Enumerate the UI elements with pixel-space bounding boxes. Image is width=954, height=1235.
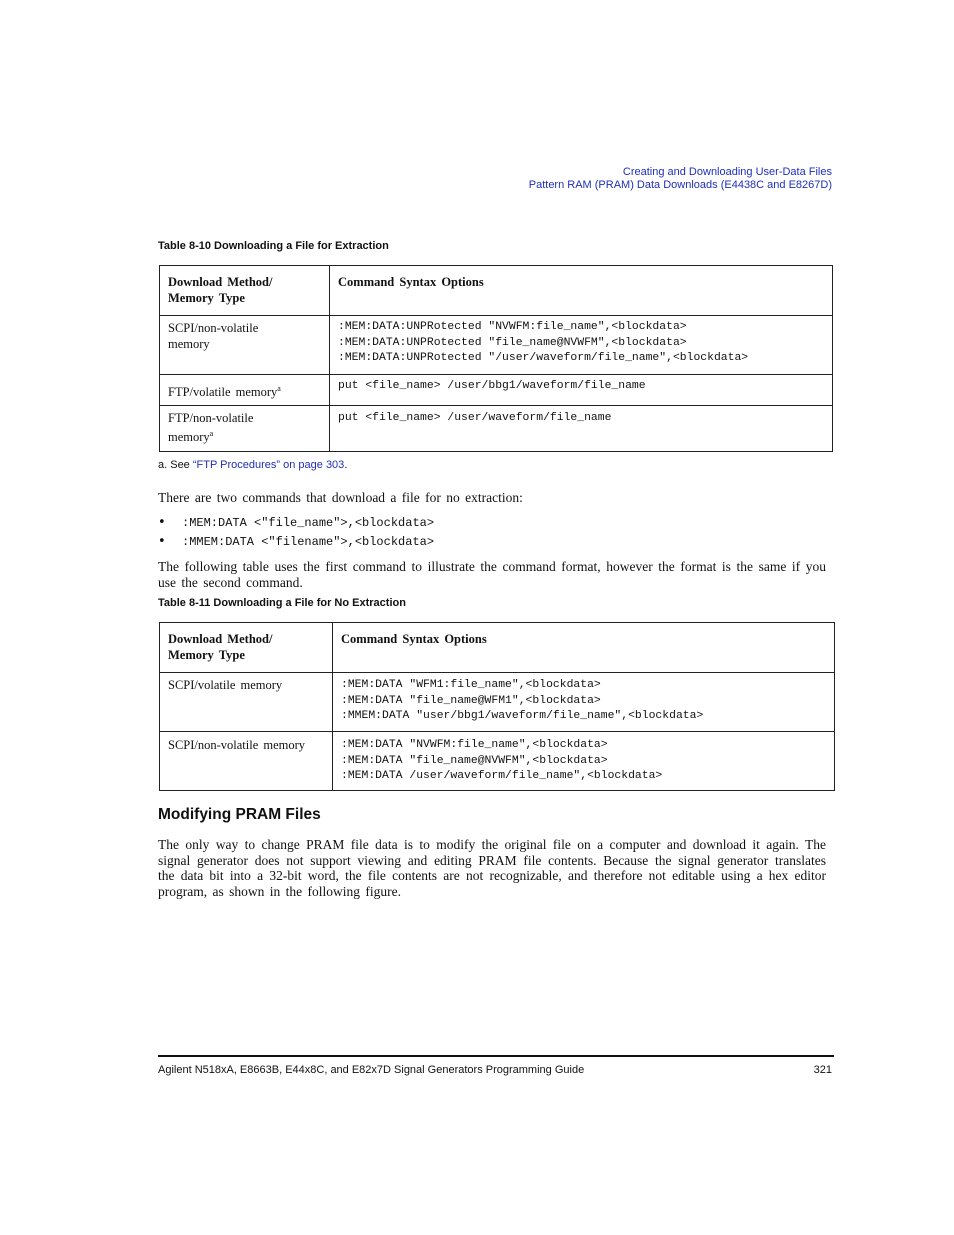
footer-rule — [158, 1055, 834, 1057]
table-row — [160, 406, 833, 452]
table1-header-method: Download Method/ Memory Type — [160, 266, 330, 316]
footnote-link[interactable]: “FTP Procedures” on page 303 — [192, 459, 345, 471]
table2 — [159, 622, 835, 791]
bullet-glyph: • — [158, 534, 166, 549]
table-row — [160, 732, 835, 791]
table-row — [160, 673, 835, 732]
table1-row2-syntax: put <file_name> /user/bbg1/waveform/file_name — [330, 375, 833, 406]
table1-row3-method: FTP/non-volatile memory$^a$ — [160, 406, 330, 452]
table2-header-method: Download Method/ Memory Type — [160, 623, 333, 673]
footnote-marker[interactable]: a — [209, 429, 214, 438]
footnote-marker[interactable]: a — [277, 384, 281, 393]
table1-row1-syntax: :MEM:DATA:UNPRotected "NVWFM:file_name",<blockdata> :MEM:DATA:UNPRotected "file_name@NVWFM",<blockdata> :MEM:DATA:UNPRotected "/user/waveform/file_name",<blockdata> — [330, 316, 833, 375]
footer-title: Agilent N518xA, E8663B, E44x8C, and E82x7D Signal Generators Programming Guide — [158, 1064, 585, 1076]
table2-header-syntax: Command Syntax Options — [333, 623, 835, 673]
list-item: • :MMEM:DATA <"filename">,<blockdata> — [158, 534, 435, 549]
section-heading: Modifying PRAM Files — [158, 806, 321, 823]
table-row — [160, 316, 833, 375]
header-section-link[interactable]: Pattern RAM (PRAM) Data Downloads (E4438C and E8267D) — [528, 178, 832, 191]
table1 — [159, 265, 833, 452]
table1-footnote: a. See “FTP Procedures” on page 303. — [158, 459, 348, 471]
table1-row3-syntax: put <file_name> /user/waveform/file_name — [330, 406, 833, 452]
table2-row1-method: SCPI/volatile memory — [160, 673, 333, 732]
page-number: 321 — [813, 1064, 832, 1076]
following-paragraph: The following table uses the first command to illustrate the command format, however the format is the same if you use the second command. — [158, 559, 826, 590]
table1-caption: Table 8-10 Downloading a File for Extraction — [158, 240, 389, 252]
table2-row1-syntax: :MEM:DATA "WFM1:file_name",<blockdata> :MEM:DATA "file_name@WFM1",<blockdata> :MMEM:DATA "user/bbg1/waveform/file_name",<blockdata> — [333, 673, 835, 732]
running-header — [529, 166, 832, 191]
table1-header-row — [160, 266, 833, 316]
table2-caption: Table 8-11 Downloading a File for No Extraction — [158, 597, 406, 609]
table1-row2-method: FTP/volatile memory$^a$ — [160, 375, 330, 406]
header-chapter-link[interactable]: Creating and Downloading User-Data Files — [622, 166, 832, 178]
intro-paragraph: There are two commands that download a file for no extraction: — [158, 490, 523, 505]
bullet-glyph: • — [158, 515, 166, 530]
table1-header-syntax: Command Syntax Options — [330, 266, 833, 316]
table2-header-row — [160, 623, 835, 673]
section-paragraph: The only way to change PRAM file data is to modify the original file on a computer and download it again. The signal generator does not support viewing and editing PRAM file contents. Because the signal generator translates the data bit into a 32-bit word, the file contents are not recognizable, and therefore not editable using a hex editor program, as shown in the following figure. — [158, 837, 826, 900]
table2-row2-method: SCPI/non-volatile memory — [160, 732, 333, 791]
list-item: • :MEM:DATA <"file_name">,<blockdata> — [158, 515, 435, 530]
table2-row2-syntax: :MEM:DATA "NVWFM:file_name",<blockdata> :MEM:DATA "file_name@NVWFM",<blockdata> :MEM:DATA /user/waveform/file_name",<blockdata> — [333, 732, 835, 791]
table1-row1-method: SCPI/non-volatile memory — [160, 316, 330, 375]
table-row — [160, 375, 833, 406]
